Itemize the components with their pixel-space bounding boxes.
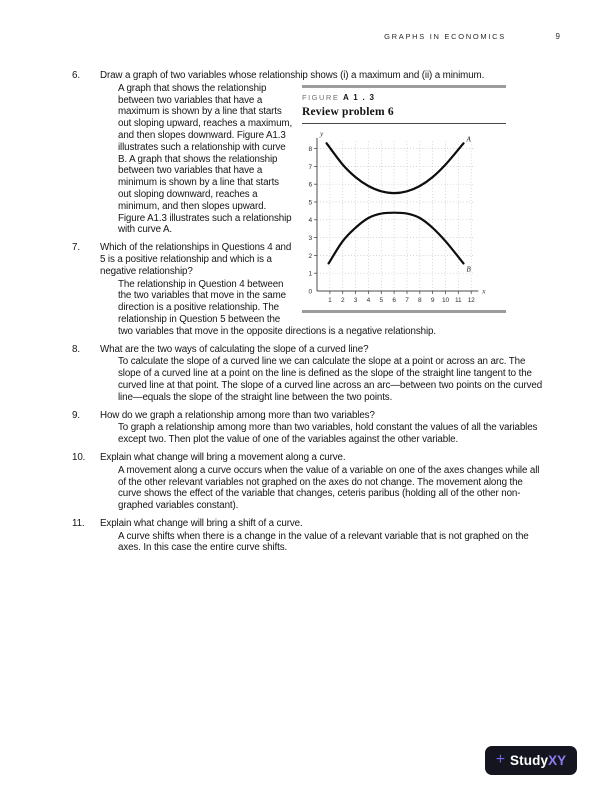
svg-text:6: 6 [308, 181, 312, 189]
logo-text-study: Study [510, 753, 549, 768]
answer-body: A graph that shows the relationship between two variables that have a maximum is shown by a line that starts out sloping upward, reaches a maximum, and then slopes downward. Figure A1.3 illustrates such a relationship with curve B. A graph that shows the relationship between two variables that have a minimum is shown by a line that starts out sloping downward, reaches a minimum, and then slopes upward. Figure A1.3 illustrates such a relationship with curve A. [118, 82, 293, 236]
answer-text: The relationship in Question 4 between the two variables that move in the same direction is a positive relationship. The relationship in Question 5 between the two variables that move in the opposite directions is a negative relationship. [118, 278, 436, 337]
question-item-8 [72, 344, 543, 404]
question-number: 10. [72, 451, 86, 463]
page-content [72, 70, 543, 560]
figure-label [302, 93, 506, 103]
svg-text:0: 0 [308, 288, 312, 296]
question-text: Draw a graph of two variables whose relationship shows (i) a maximum and (ii) a minimum. [100, 70, 485, 81]
svg-text:5: 5 [308, 199, 312, 207]
question-item-7 [72, 242, 543, 337]
svg-text:10: 10 [442, 296, 449, 304]
svg-text:2: 2 [308, 252, 312, 260]
svg-text:7: 7 [308, 163, 312, 171]
svg-text:3: 3 [308, 234, 312, 242]
studyxy-logo[interactable] [485, 746, 577, 775]
question-number: 11. [72, 517, 85, 529]
svg-text:8: 8 [418, 296, 422, 304]
question-text: Explain what change will bring a shift of a curve. [100, 517, 303, 529]
svg-text:1: 1 [308, 270, 312, 278]
svg-text:2: 2 [340, 296, 345, 304]
question-text: Which of the relationships in Questions 4 and 5 is a positive relationship and which is a negative relationship? [100, 242, 292, 277]
page-number: 9 [555, 32, 560, 41]
figure-top-rule [302, 85, 506, 88]
question-number: 8. [72, 343, 80, 355]
svg-text:8: 8 [308, 145, 312, 153]
answer-text: To calculate the slope of a curved line we can calculate the slope at a point or across an arc. The slope of a curved line at a point on the line is defined as the slope of the straight line tangent to the curved line at that point. The slope of a curved line across an arc—between two points on the curved line—equals the slope of the straight line between the two points. [118, 356, 543, 403]
svg-text:x: x [482, 286, 486, 296]
question-number: 9. [72, 409, 80, 421]
svg-text:y: y [320, 128, 324, 138]
logo-text-xy: XY [548, 753, 567, 768]
svg-text:12: 12 [467, 296, 475, 304]
figure-number: A 1 . 3 [342, 92, 376, 102]
plus-icon: + [495, 751, 506, 768]
svg-text:A: A [466, 135, 471, 144]
answer-text: A movement along a curve occurs when the value of a variable on one of the axes changes while all of the other relevant variables not graphed on the axes do not change. The movement along the curve shows the effect of the variable that changes, ceteris paribus (holding all of the other non-graphed variables constant). [118, 464, 540, 512]
svg-text:7: 7 [405, 296, 409, 304]
running-header-title: GRAPHS IN ECONOMICS [384, 32, 506, 41]
svg-text:11: 11 [455, 296, 462, 304]
question-number: 6. [72, 70, 80, 81]
svg-text:B: B [466, 265, 471, 274]
svg-text:3: 3 [353, 296, 358, 304]
question-text: What are the two ways of calculating the slope of a curved line? [100, 343, 369, 355]
question-item-10 [72, 452, 543, 512]
question-text: Explain what change will bring a movement along a curve. [100, 451, 346, 463]
svg-text:5: 5 [379, 296, 384, 304]
answer-text: A curve shifts when there is a change in the value of a relevant variable that is not graphed on the axes. In this case the entire curve shifts. [118, 530, 529, 554]
svg-text:9: 9 [430, 296, 435, 304]
question-text: How do we graph a relationship among more than two variables? [100, 409, 375, 421]
question-number: 7. [72, 242, 80, 254]
question-item-11 [72, 518, 543, 554]
svg-text:4: 4 [308, 216, 312, 224]
figure-label-word: FIGURE [302, 92, 340, 102]
svg-text:4: 4 [366, 296, 371, 304]
svg-text:6: 6 [392, 296, 396, 304]
question-item-9 [72, 410, 543, 446]
figure-caption: Review problem 6 [302, 106, 506, 124]
svg-text:1: 1 [328, 296, 332, 304]
answer-text: To graph a relationship among more than two variables, hold constant the values of all the variables except two. Then plot the value of one of the variables against the other variable. [118, 422, 538, 446]
